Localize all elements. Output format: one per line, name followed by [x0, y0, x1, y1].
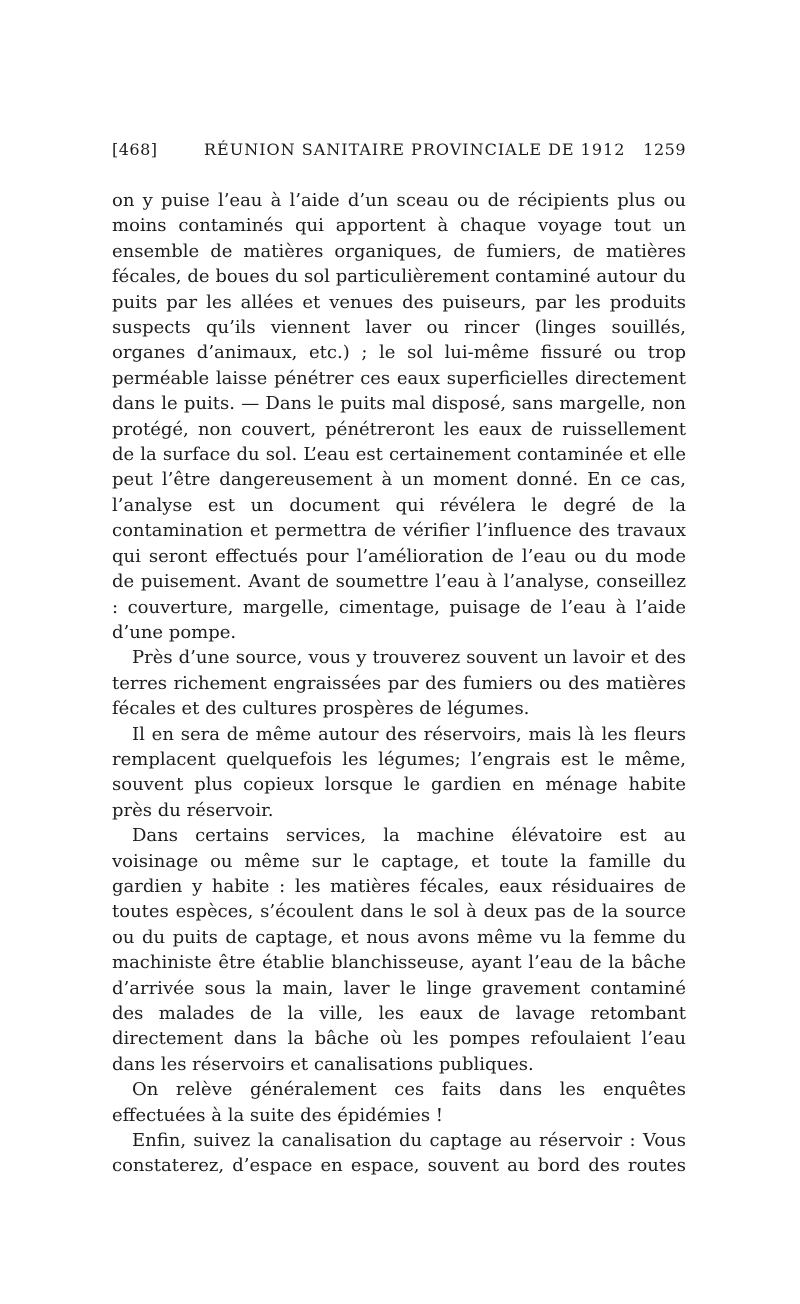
page-reference: [468]	[112, 140, 158, 159]
running-title: RÉUNION SANITAIRE PROVINCIALE DE 1912	[204, 140, 626, 159]
paragraph: Il en sera de même autour des réservoirs, mais là les fleurs remplacent quelquefois les légumes; l’engrais est le même, souvent plus copieux lorsque le gardien en ménage habite près du réservoir.	[112, 723, 686, 821]
paragraph: On relève généralement ces faits dans les enquêtes effectuées à la suite des épidémies !	[112, 1079, 686, 1126]
page-number: 1259	[643, 140, 686, 159]
paragraph-continued: on y puise l’eau à l’aide d’un sceau ou de récipients plus ou moins contaminés qui apportent à chaque voyage tout un ensemble de matières organiques, de fumiers, de matières fécales, de boues du sol particulièrement contaminé autour du puits par les allées et venues des puiseurs, par les produits suspects qu’ils viennent laver ou rincer (linges souillés, organes d’animaux, etc.) ; le sol lui-même fissuré ou trop perméable laisse pénétrer ces eaux superficielles directement dans le puits. — Dans le puits mal disposé, sans margelle, non protégé, non couvert, pénétreront les eaux de ruissellement de la surface du sol. L’eau est certainement contaminée et elle peut l’être dangereusement à un moment donné. En ce cas, l’analyse est un document qui révélera le degré de la contamination et permettra de vérifier l’influence des travaux qui seront effectués pour l’amélioration de l’eau ou du mode de puisement. Avant de soumettre l’eau à l’analyse, conseillez : couverture, margelle, cimentage, puisage de l’eau à l’aide d’une pompe.	[112, 190, 686, 643]
document-page	[112, 140, 686, 1179]
paragraph: Près d’une source, vous y trouverez souvent un lavoir et des terres richement engraissées par des fumiers ou des matières fécales et des cultures prospères de légumes.	[112, 647, 686, 720]
paragraph: Dans certains services, la machine élévatoire est au voisinage ou même sur le captage, et toute la famille du gardien y habite : les matières fécales, eaux résiduaires de toutes espèces, s’écoulent dans le sol à deux pas de la source ou du puits de captage, et nous avons même vu la femme du machiniste être établie blanchisseuse, ayant l’eau de la bâche d’arrivée sous la main, laver le linge gravement contaminé des malades de la ville, les eaux de lavage retombant directement dans la bâche où les pompes refoulaient l’eau dans les réservoirs et canalisations publiques.	[112, 825, 686, 1075]
paragraph-continues: Enfin, suivez la canalisation du captage au réservoir : Vous constaterez, d’espace en espace, souvent au bord des routes	[112, 1130, 686, 1177]
running-head	[112, 140, 686, 170]
body-text	[112, 188, 686, 1179]
